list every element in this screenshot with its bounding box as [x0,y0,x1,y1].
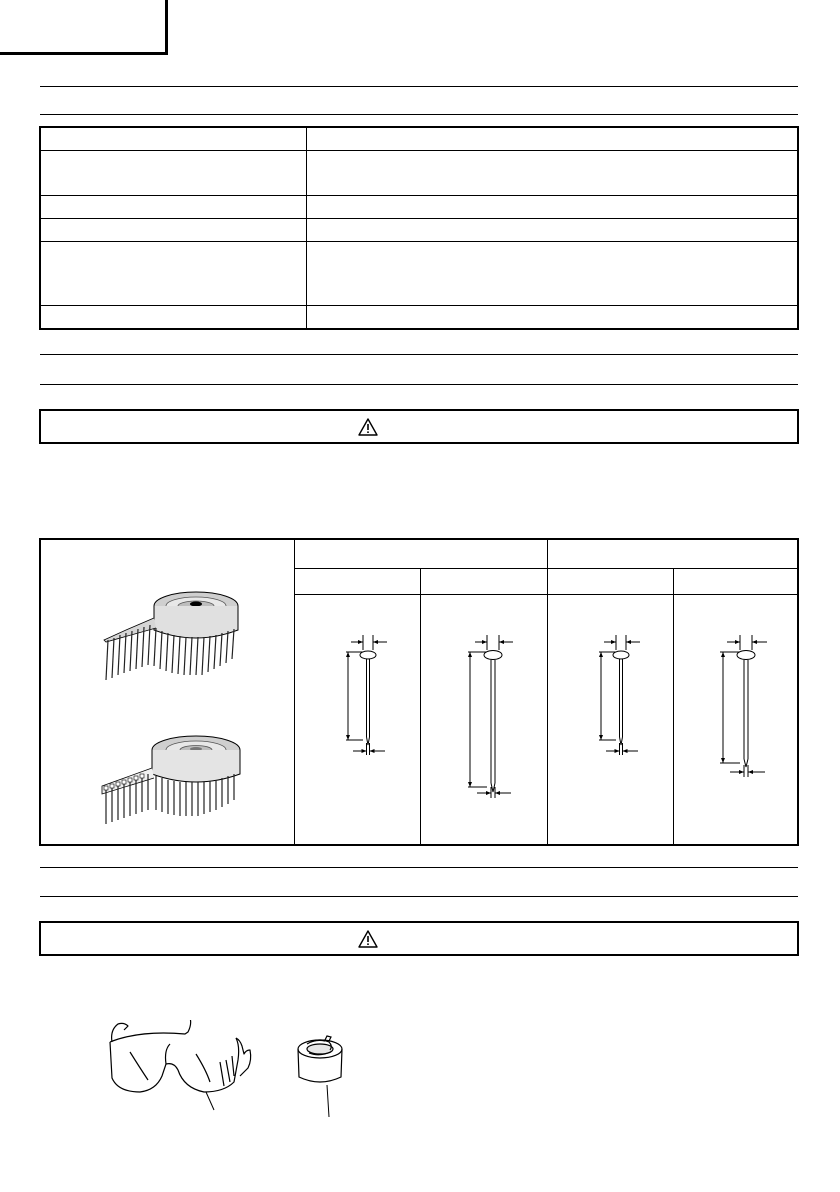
wire-coil-nails-illustration [96,584,256,689]
spec-label [40,241,307,305]
spec-value [307,150,799,195]
spec-label [40,195,307,218]
spec-row [40,218,798,241]
warning-triangle-icon [358,418,378,436]
spec-row [40,195,798,218]
eye-protector-icon [100,1020,260,1125]
nail-dimension-diagram-icon [341,635,393,760]
specifications-table [39,126,799,330]
nail-dimension-diagram-icon [594,635,646,760]
section-rule [40,384,798,385]
warning-triangle-icon [358,930,378,948]
sub-header [421,569,547,594]
spec-value [307,305,799,329]
spec-label [40,218,307,241]
plastic-sheet-coil-nails-illustration [96,728,256,833]
spec-value [307,195,799,218]
section-rule [40,896,798,897]
group-header [294,540,547,568]
table-divider [294,594,797,595]
spec-row [40,127,798,150]
caution-box [39,921,799,956]
group-header [547,540,799,568]
spec-row [40,305,798,329]
sub-header [294,569,420,594]
sub-header [674,569,799,594]
spec-value [307,241,799,305]
caution-box [39,409,799,444]
section-rule [40,114,798,115]
section-rule [40,86,798,87]
table-divider [420,569,421,844]
table-divider [673,569,674,844]
spec-label [40,127,307,150]
nail-dimension-diagram-icon [465,635,517,800]
spec-value [307,218,799,241]
spec-row [40,150,798,195]
nail-selection-table [39,538,799,846]
section-rule [40,867,798,868]
spec-label [40,150,307,195]
page-corner-tab [0,0,168,55]
spec-row [40,241,798,305]
sub-header [547,569,673,594]
nail-dimension-diagram-icon [717,635,773,780]
nose-cap-icon [285,1035,355,1125]
spec-label [40,305,307,329]
section-rule [40,354,798,355]
spec-value [307,127,799,150]
